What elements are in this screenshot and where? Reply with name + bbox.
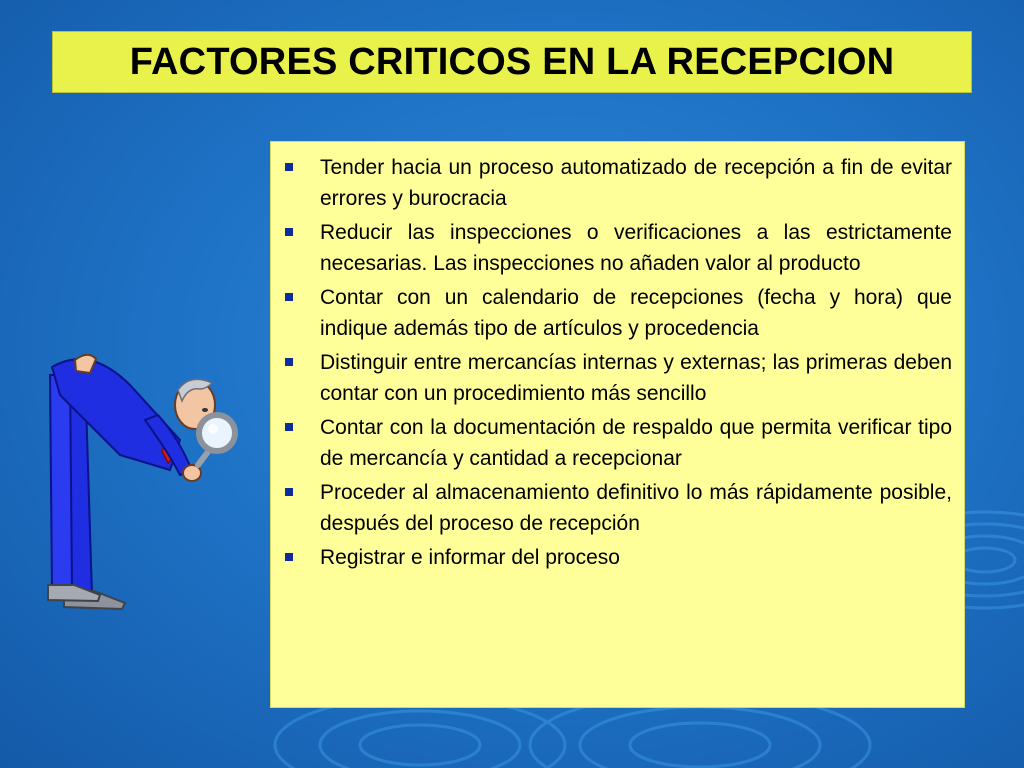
man-with-magnifying-glass-clipart [30, 345, 245, 620]
bullet-text: Proceder al almacenamiento definitivo lo más rápidamente posible, después del proceso de recepción [320, 481, 952, 535]
bullet-text: Distinguir entre mercancías internas y externas; las primeras deben contar con un procedimiento más sencillo [320, 351, 952, 405]
list-item [285, 282, 952, 344]
bullet-text: Registrar e informar del proceso [320, 546, 620, 569]
bullet-list [271, 142, 964, 573]
bullet-text: Contar con la documentación de respaldo que permita verificar tipo de mercancía y cantidad a recepcionar [320, 416, 952, 470]
list-item [285, 217, 952, 279]
content-box [270, 141, 965, 708]
square-bullet-icon [285, 358, 305, 366]
list-item [285, 152, 952, 214]
square-bullet-icon [285, 163, 305, 171]
square-bullet-icon [285, 293, 305, 301]
square-bullet-icon [285, 488, 305, 496]
bullet-text: Contar con un calendario de recepciones (fecha y hora) que indique además tipo de artículos y procedencia [320, 286, 952, 340]
square-bullet-icon [285, 228, 305, 236]
bullet-text: Tender hacia un proceso automatizado de recepción a fin de evitar errores y burocracia [320, 156, 952, 210]
square-bullet-icon [285, 423, 305, 431]
list-item [285, 412, 952, 474]
list-item [285, 542, 952, 573]
bullet-text: Reducir las inspecciones o verificaciones a las estrictamente necesarias. Las inspecciones no añaden valor al producto [320, 221, 952, 275]
slide-title: FACTORES CRITICOS EN LA RECEPCION [129, 40, 895, 83]
title-box [52, 31, 972, 93]
square-bullet-icon [285, 553, 305, 561]
list-item [285, 477, 952, 539]
list-item [285, 347, 952, 409]
